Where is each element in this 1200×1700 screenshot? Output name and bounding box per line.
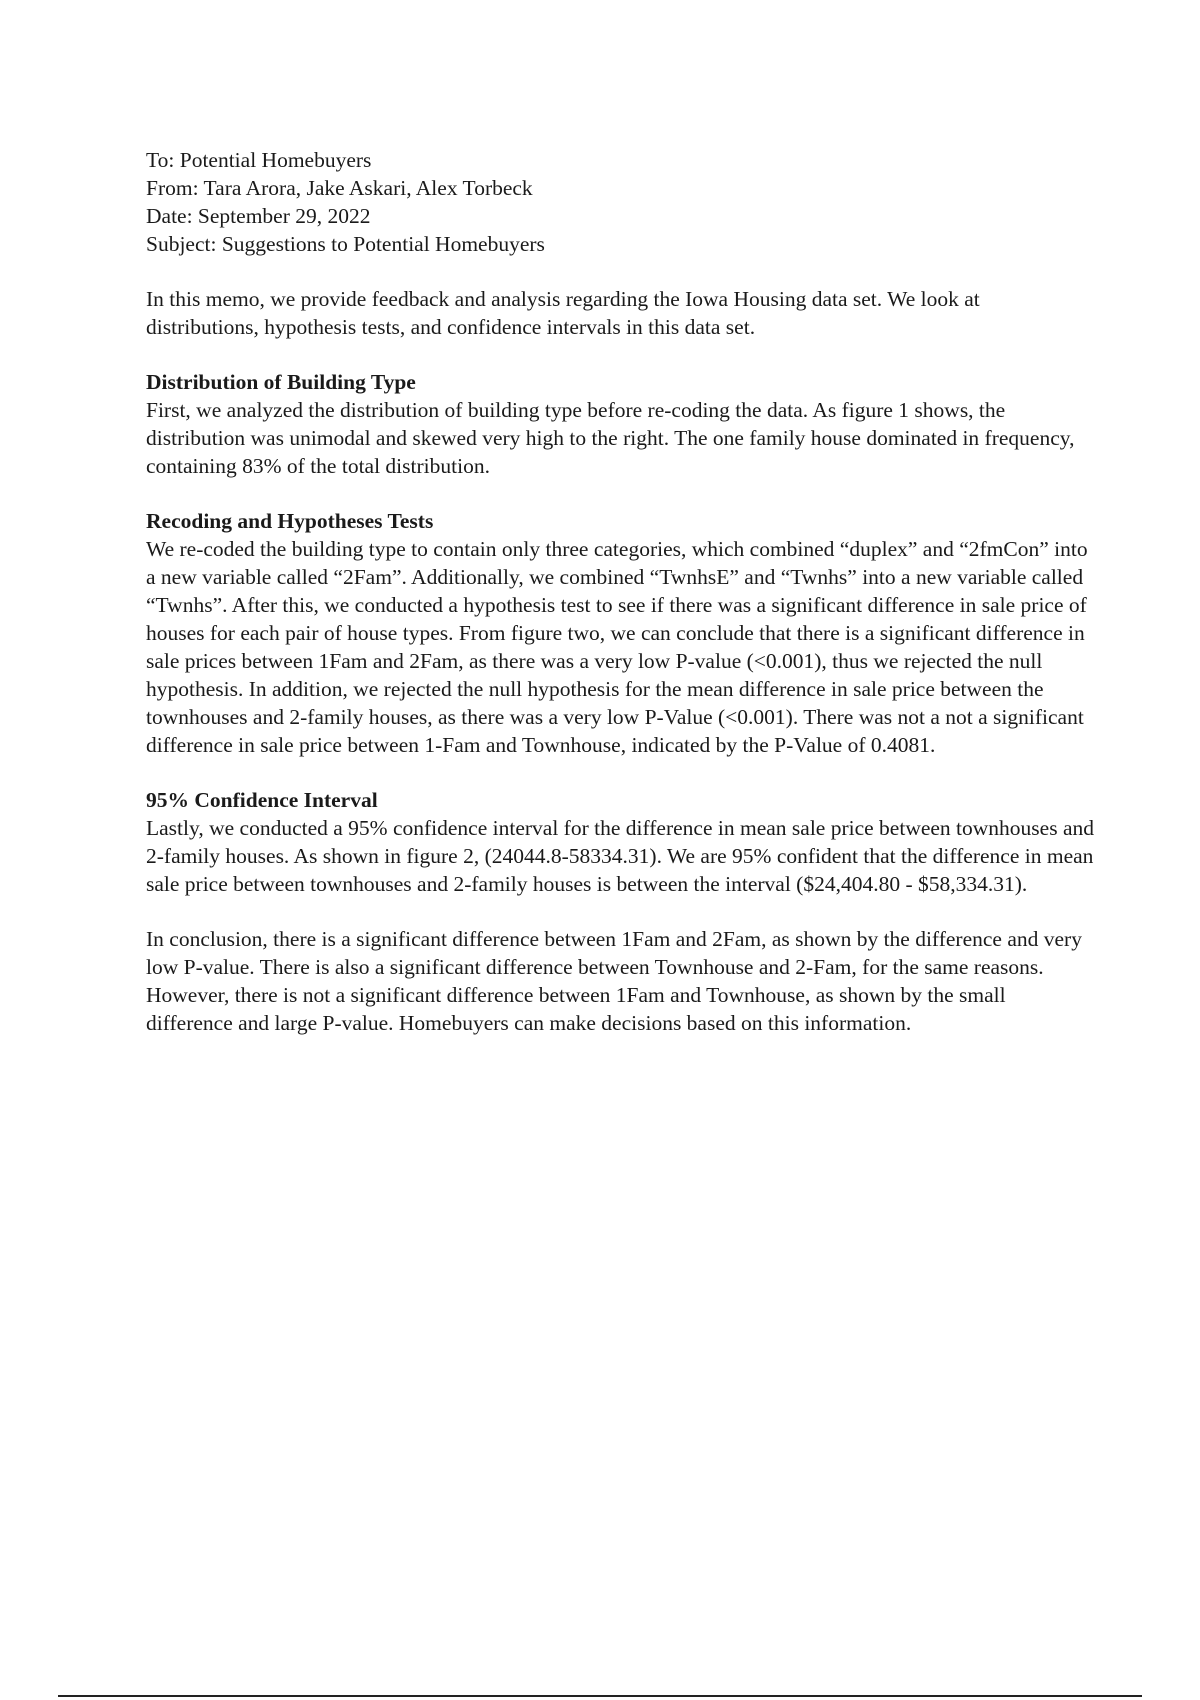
section-hypotheses xyxy=(146,507,1096,759)
section-paragraph: Lastly, we conducted a 95% confidence interval for the difference in mean sale price between townhouses and 2-family houses. As shown in figure 2, (24044.8-58334.31). We are 95% confident that the difference in mean sale price between townhouses and 2-family houses is between the interval ($24,404.80 - $58,334.31). xyxy=(146,816,1095,896)
section-confidence-interval xyxy=(146,786,1096,898)
intro-paragraph: In this memo, we provide feedback and analysis regarding the Iowa Housing data set. We look at distributions, hypothesis tests, and confidence intervals in this data set. xyxy=(146,287,980,339)
spacer xyxy=(146,898,1096,925)
section-heading: Recoding and Hypotheses Tests xyxy=(146,509,434,533)
memo-subject-line: Subject: Suggestions to Potential Homebuyers xyxy=(146,232,545,256)
spacer xyxy=(146,759,1096,786)
spacer xyxy=(146,341,1096,368)
spacer xyxy=(146,480,1096,507)
memo-body xyxy=(146,146,1096,1037)
section-heading: Distribution of Building Type xyxy=(146,370,416,394)
spacer xyxy=(146,258,1096,285)
section-heading: 95% Confidence Interval xyxy=(146,788,378,812)
page-bottom-divider xyxy=(58,1695,1142,1697)
memo-to-line: To: Potential Homebuyers xyxy=(146,148,372,172)
section-paragraph: First, we analyzed the distribution of building type before re-coding the data. As figure 1 shows, the distribution was unimodal and skewed very high to the right. The one family house dominated in frequency, containing 83% of the total distribution. xyxy=(146,398,1075,478)
section-paragraph: We re-coded the building type to contain only three categories, which combined “duplex” and “2fmCon” into a new variable called “2Fam”. Additionally, we combined “TwnhsE” and “Twnhs” into a new variable called “Twnhs”. After this, we conducted a hypothesis test to see if there was a significant difference in sale price of houses for each pair of house types. From figure two, we can conclude that there is a significant difference in sale prices between 1Fam and 2Fam, as there was a very low P-value (<0.001), thus we rejected the null hypothesis. In addition, we rejected the null hypothesis for the mean difference in sale price between the townhouses and 2-family houses, as there was a very low P-Value (<0.001). There was not a not a significant difference in sale price between 1-Fam and Townhouse, indicated by the P-Value of 0.4081. xyxy=(146,537,1088,757)
memo-from-line: From: Tara Arora, Jake Askari, Alex Torbeck xyxy=(146,176,533,200)
section-distribution xyxy=(146,368,1096,480)
memo-header xyxy=(146,146,1096,258)
conclusion-paragraph: In conclusion, there is a significant difference between 1Fam and 2Fam, as shown by the difference and very low P-value. There is also a significant difference between Townhouse and 2-Fam, for the same reasons. However, there is not a significant difference between 1Fam and Townhouse, as shown by the small difference and large P-value. Homebuyers can make decisions based on this information. xyxy=(146,927,1082,1035)
memo-date-line: Date: September 29, 2022 xyxy=(146,204,371,228)
